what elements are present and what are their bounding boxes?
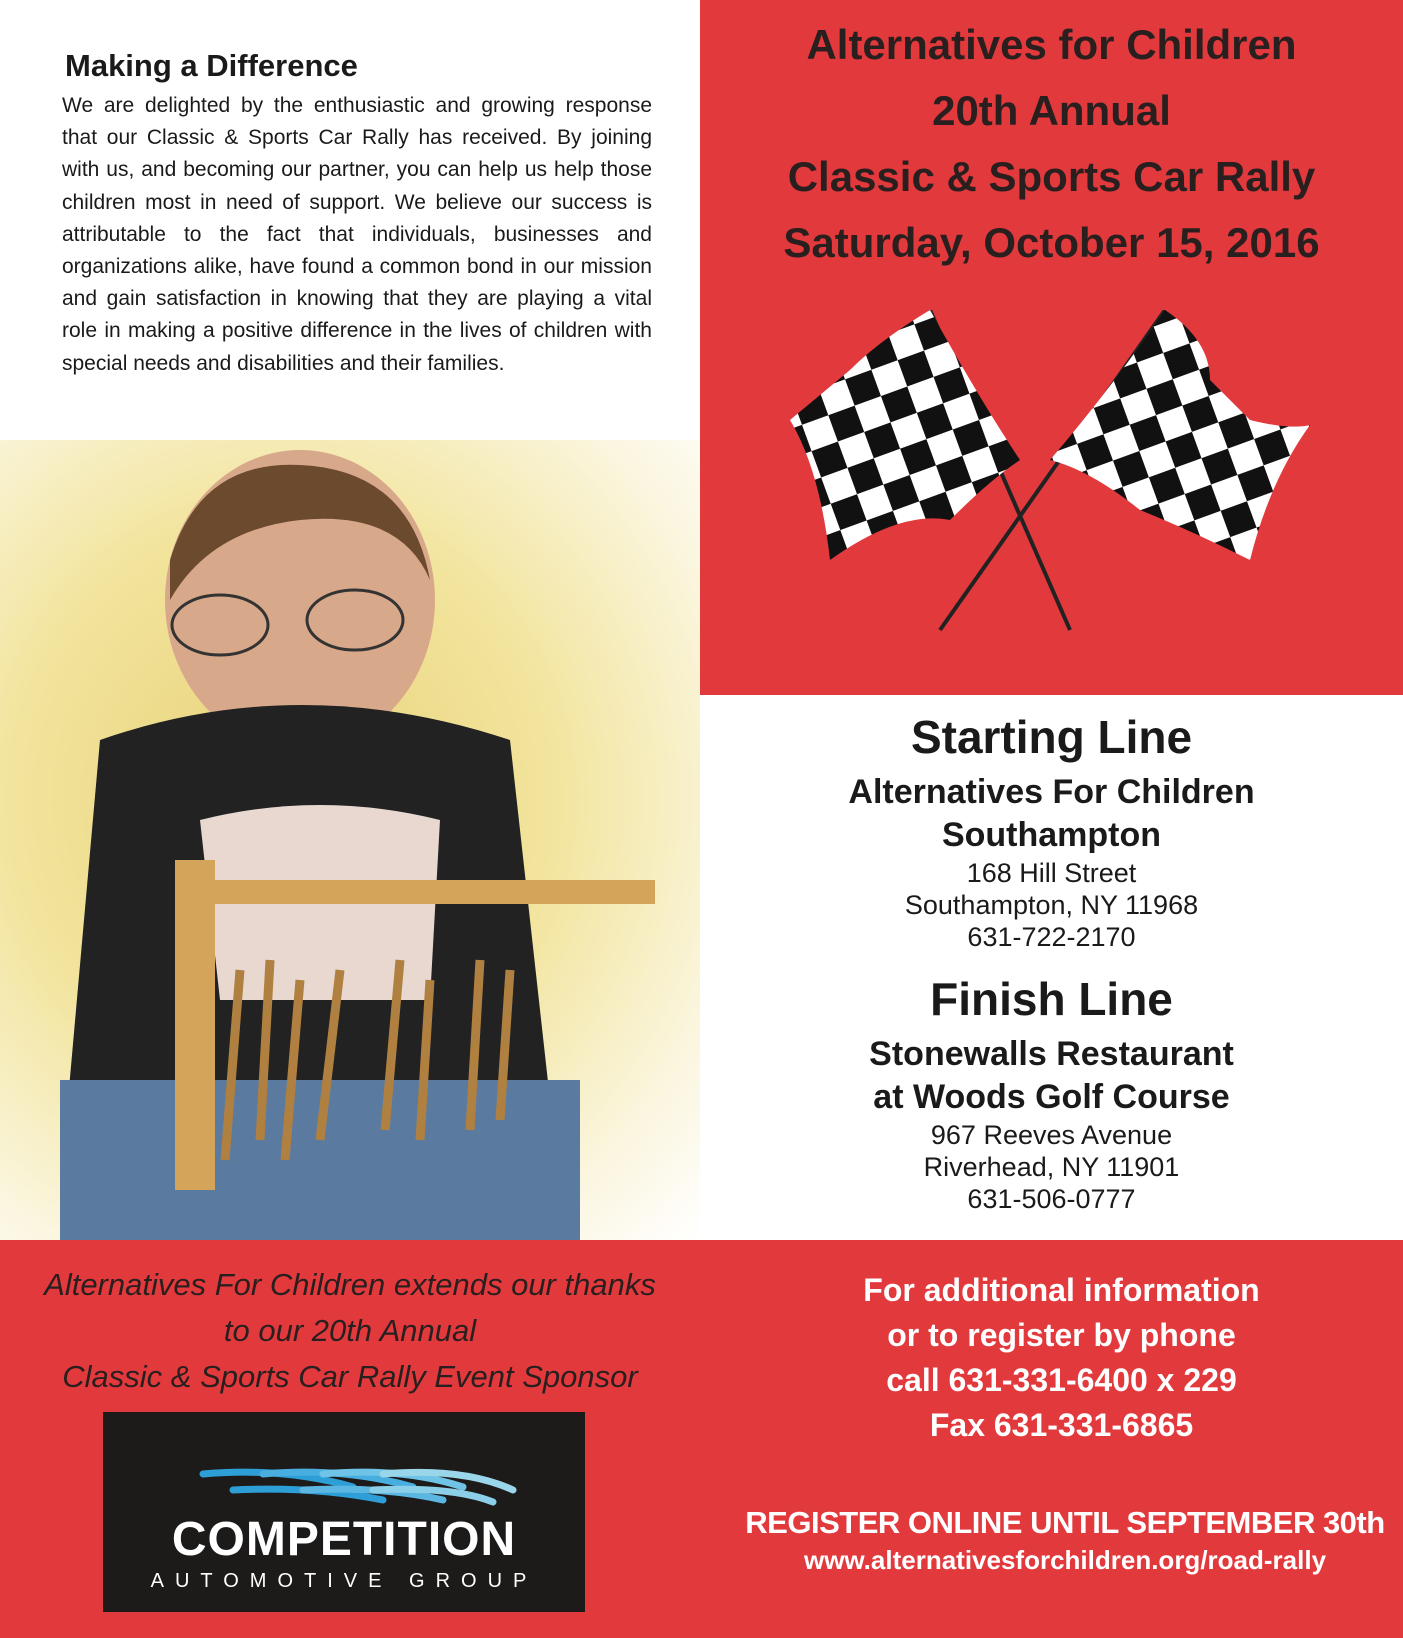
info-phone: call 631-331-6400 x 229 [886, 1362, 1237, 1398]
intro-text: We are delighted by the enthusiastic and growing response that our Classic & Sports Car Rally has received. By joining with us, and becoming our partner, you can help us help those children most in need of support. We believe our success is attributable to the fact that individuals, businesses and organizations alike, have found a common bond in our mission and gain satisfaction in knowing that they are playing a vital role in making a positive difference in the lives of children with special needs and disabilities and their families. [62, 94, 652, 375]
start-name: Alternatives For Children [848, 773, 1255, 811]
start-name-2: Southampton [941, 816, 1162, 854]
sponsor-logo [103, 1412, 585, 1612]
finish-line-title: Finish Line [930, 973, 1173, 1025]
start-city: Southampton, NY 11968 [904, 890, 1199, 920]
start-phone: 631-722-2170 [967, 922, 1136, 952]
info-fax: Fax 631-331-6865 [929, 1407, 1194, 1443]
register-url[interactable]: www.alternativesforchildren.org/road-rally [803, 1545, 1327, 1575]
sponsor-thanks [0, 1262, 700, 1400]
info-line-1: For additional information [863, 1272, 1260, 1308]
rally-title: Classic & Sports Car Rally [787, 153, 1316, 200]
finish-city: Riverhead, NY 11901 [923, 1152, 1180, 1182]
finish-street: 967 Reeves Avenue [930, 1120, 1173, 1150]
sponsor-tagline: AUTOMOTIVE GROUP [150, 1570, 538, 1592]
organization-title: Alternatives for Children [806, 21, 1297, 68]
contact-info [710, 1268, 1403, 1448]
starting-line-title: Starting Line [910, 711, 1193, 763]
child-with-chimes-image [0, 440, 700, 1240]
start-street: 168 Hill Street [966, 858, 1137, 888]
sponsor-name: COMPETITION [171, 1513, 517, 1566]
thanks-line-1: Alternatives For Children extends our thanks [44, 1267, 656, 1302]
finish-phone: 631-506-0777 [967, 1184, 1136, 1214]
child-photo [0, 440, 700, 1240]
register-online [720, 1505, 1403, 1576]
thanks-line-3: Classic & Sports Car Rally Event Sponsor [62, 1359, 638, 1394]
locations-panel [700, 695, 1403, 1243]
info-line-2: or to register by phone [887, 1317, 1236, 1353]
finish-name-2: at Woods Golf Course [873, 1078, 1230, 1116]
annual-title: 20th Annual [932, 87, 1171, 134]
finish-name: Stonewalls Restaurant [869, 1035, 1234, 1073]
event-date: Saturday, October 15, 2016 [783, 219, 1320, 266]
checkered-flags-icon [790, 310, 1310, 660]
register-deadline: REGISTER ONLINE UNTIL SEPTEMBER 30th [745, 1505, 1385, 1540]
thanks-line-2: to our 20th Annual [223, 1313, 477, 1348]
heading: Making a Difference [65, 48, 358, 83]
